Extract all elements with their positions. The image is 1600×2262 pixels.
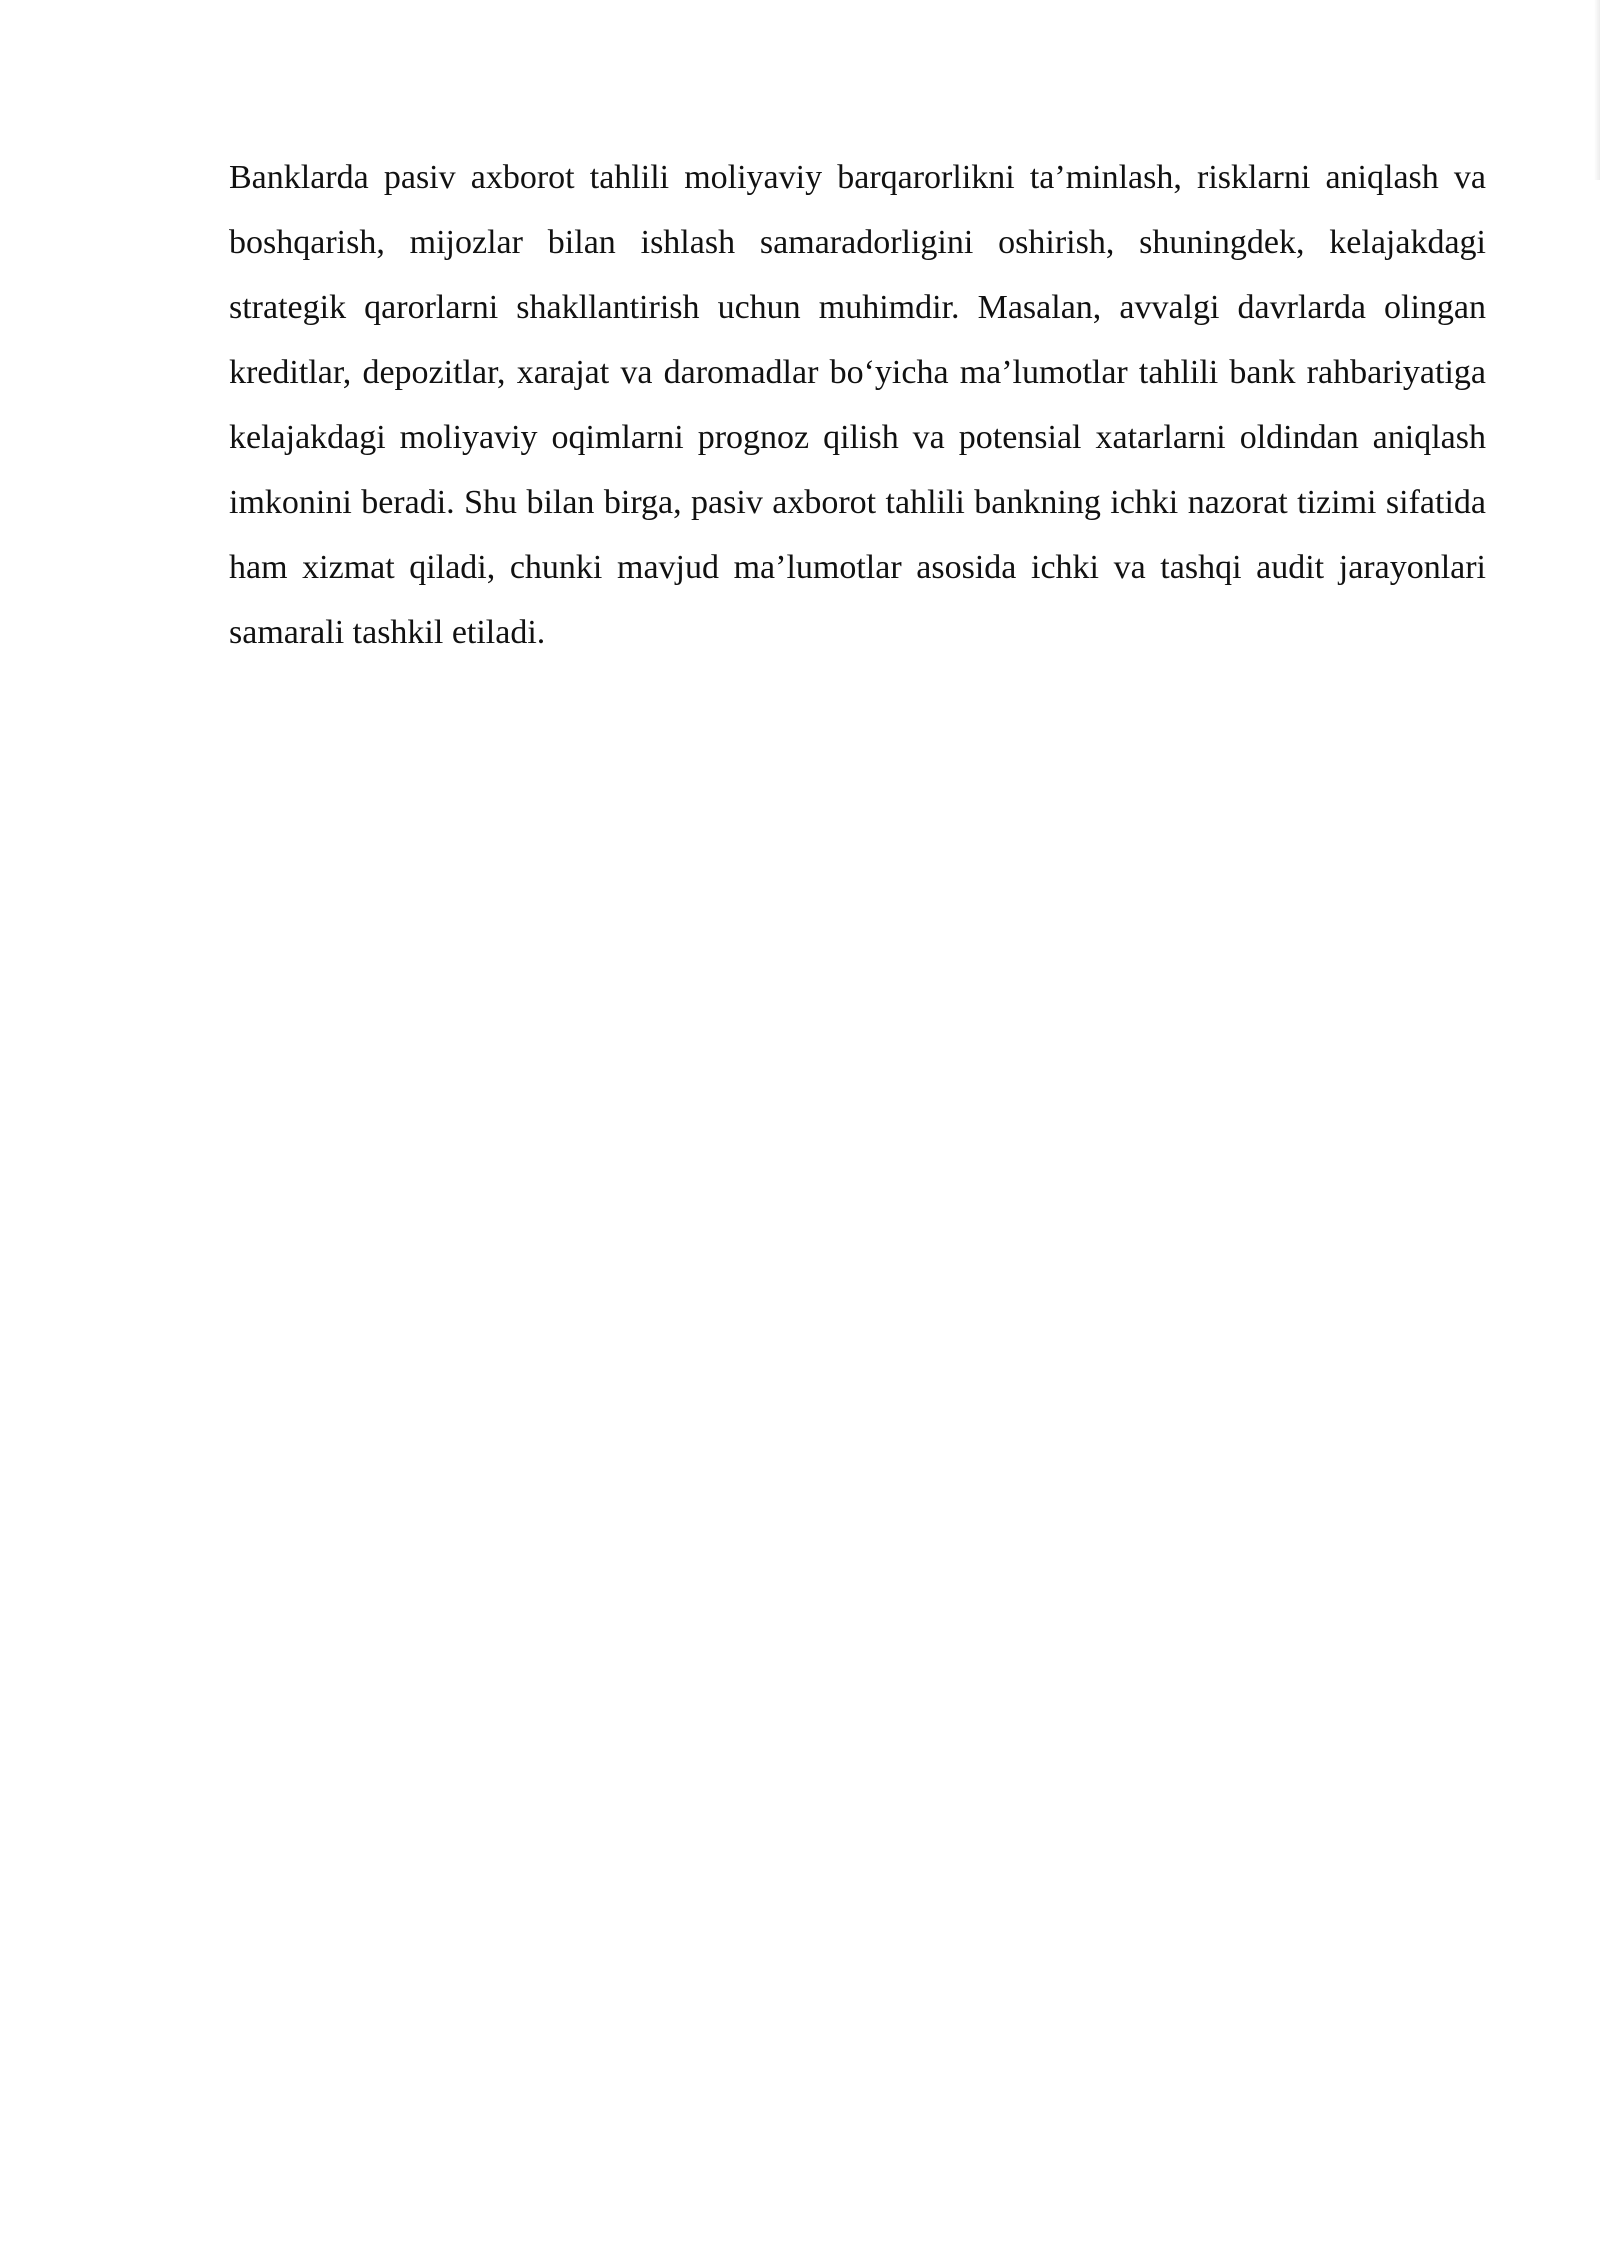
body-paragraph: Banklarda pasiv axborot tahlili moliyaviy barqarorlikni ta’minlash, risklarni aniqlash va boshqarish, mijozlar bilan ishlash samaradorligini oshirish, shuningdek, kelajakdagi strategik qarorlarni shakllantirish uchun muhimdir. Masalan, avvalgi davrlarda olingan kreditlar, depozitlar, xarajat va daromadlar bo‘yicha ma’lumotlar tahlili bank rahbariyatiga kelajakdagi moliyaviy oqimlarni prognoz qilish va potensial xatarlarni oldindan aniqlash imkonini beradi. Shu bilan birga, pasiv axborot tahlili bankning ichki nazorat tizimi sifatida ham xizmat qiladi, chunki mavjud ma’lumotlar asosida ichki va tashqi audit jarayonlari samarali tashkil etiladi. (229, 159, 1486, 651)
page-edge-shadow (1594, 0, 1600, 180)
